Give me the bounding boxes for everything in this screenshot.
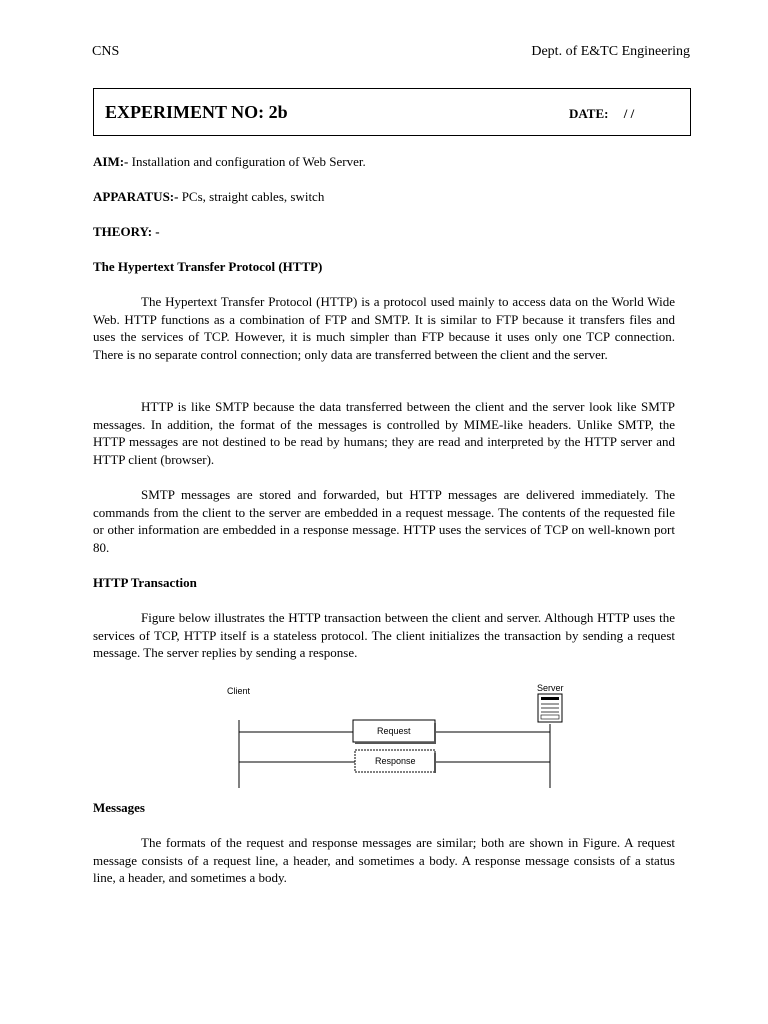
date-label: DATE: <box>569 106 609 121</box>
header-department: Dept. of E&TC Engineering <box>531 44 690 59</box>
theory-label: THEORY: - <box>93 224 160 239</box>
paragraph-smtp-messages: SMTP messages are stored and forwarded, but HTTP messages are delivered immediately. The commands from the client to the server are embedded in a request message. The contents of the requested file or other information are embedded in a response message. HTTP uses the services of TCP on well-known port 80. <box>93 487 675 555</box>
http-transaction-figure <box>225 680 575 790</box>
apparatus-line <box>93 189 324 205</box>
transaction-heading: HTTP Transaction <box>93 575 197 590</box>
paragraph-http-smtp: HTTP is like SMTP because the data transferred between the client and the server look like SMTP messages. In addition, the format of the messages is controlled by MIME-like headers. Unlike SMTP, the HTTP messages are not destined to be read by humans; they are read and interpreted by the HTTP server and HTTP client (browser). <box>93 399 675 467</box>
apparatus-text: PCs, straight cables, switch <box>178 189 325 204</box>
experiment-box <box>93 88 691 136</box>
experiment-title: EXPERIMENT NO: 2b <box>105 102 288 122</box>
messages-heading: Messages <box>93 800 145 815</box>
date-value: / / <box>623 106 635 121</box>
request-label: Request <box>377 726 411 736</box>
http-heading: The Hypertext Transfer Protocol (HTTP) <box>93 259 323 274</box>
apparatus-label: APPARATUS:- <box>93 189 179 204</box>
server-label: Server <box>537 683 564 693</box>
paragraph-messages: The formats of the request and response messages are similar; both are shown in Figure. A request message consists of a request line, a header, and sometimes a body. A response message consists of a status line, a header, and sometimes a body. <box>93 835 675 885</box>
aim-line <box>93 154 366 170</box>
server-icon <box>538 694 562 722</box>
paragraph-transaction: Figure below illustrates the HTTP transaction between the client and server. Although HTTP uses the services of TCP, HTTP itself is a stateless protocol. The client initializes the transaction by sending a request message. The server replies by sending a response. <box>93 610 675 660</box>
aim-label: AIM:- <box>93 154 129 169</box>
client-label: Client <box>227 686 251 696</box>
aim-text: Installation and configuration of Web Server. <box>128 154 366 169</box>
experiment-date <box>569 106 634 122</box>
response-label: Response <box>375 756 416 766</box>
header-course: CNS <box>92 44 120 59</box>
paragraph-http-intro: The Hypertext Transfer Protocol (HTTP) is a protocol used mainly to access data on the World Wide Web. HTTP functions as a combination of FTP and SMTP. It is similar to FTP because it transfers files and uses the services of TCP. However, it is much simpler than FTP because it uses only one TCP connection. There is no separate control connection; only data are transferred between the client and the server. <box>93 294 675 362</box>
